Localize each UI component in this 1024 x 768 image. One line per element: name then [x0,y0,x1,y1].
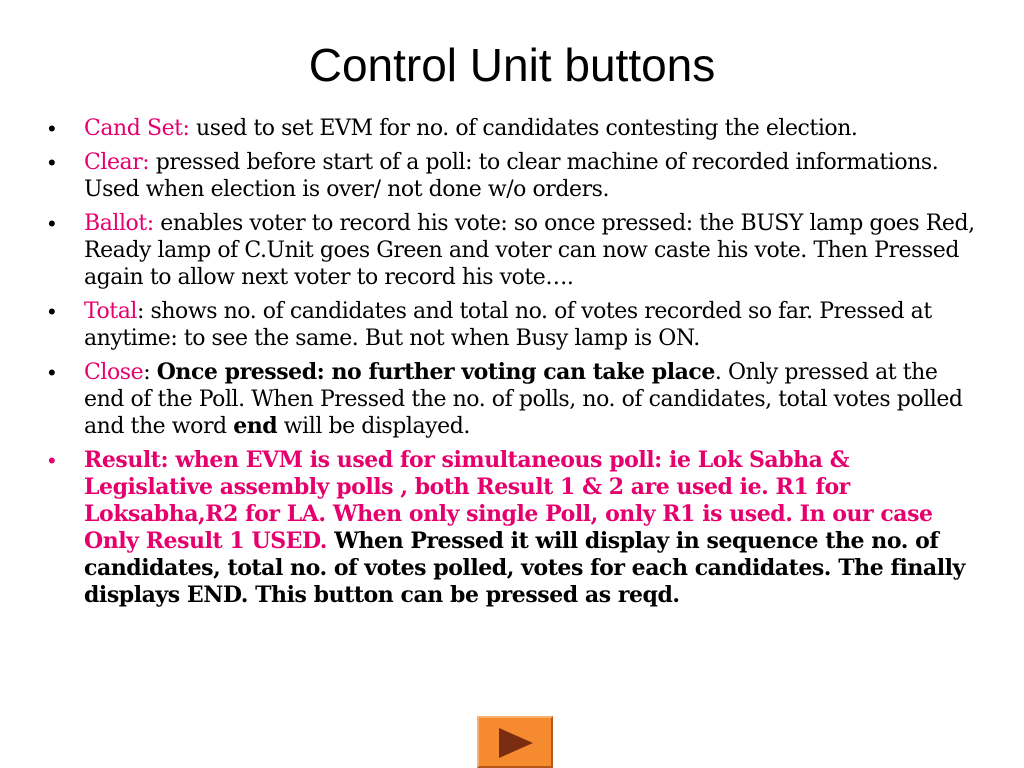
item-text: . Only pressed at the end of the Poll. When Pressed the no. of polls, no. of candidates, total votes polled and the word [84,360,963,439]
item-text: enables voter to record his vote: so once pressed: the BUSY lamp goes Red, Ready lamp of C.Unit goes Green and voter can now caste his vote. Then Pressed again to allow next voter to record his vote…. [84,211,975,290]
item-text: : shows no. of candidates and total no. of votes recorded so far. Pressed at anytime: to see the same. But not when Busy lamp is ON. [84,299,932,351]
term-label: Ballot: [84,211,154,236]
bullet-icon: • [48,150,56,175]
page-title: Control Unit buttons [308,39,716,91]
next-slide-button[interactable] [477,716,553,768]
term-label: Total [84,299,137,324]
item-text: : [143,360,157,385]
item-emphasis: end [233,413,278,439]
item-emphasis: When Pressed it will display in sequence the no. of candidates, total no. of votes polled, votes for each candidates. The finally displays END. This button can be pressed as reqd. [84,528,965,608]
term-label: Close [84,360,144,385]
bullet-icon: • [48,448,56,473]
term-label: Cand Set: [84,116,190,141]
bullet-icon: • [48,116,56,141]
item-emphasis: Once pressed: no further voting can take place [156,359,715,385]
list-item-ballot [48,210,978,291]
item-emphasis: Result: when EVM is used for simultaneous poll: ie Lok Sabha & Legislative assembly polls , both Result 1 & 2 are used ie. R1 for Loksabha,R2 for LA. When only single Poll, only R1 is used. In our case Only Result 1 USED. [84,447,933,554]
list-item-cand-set [48,115,978,142]
bullet-icon: • [48,360,56,385]
bullet-icon: • [48,211,56,236]
item-text: will be displayed. [277,414,470,439]
item-text: pressed before start of a poll: to clear machine of recorded informations. Used when election is over/ not done w/o orders. [84,150,939,202]
list-item-result [48,447,978,609]
list-item-clear [48,149,978,203]
item-text: used to set EVM for no. of candidates contesting the election. [189,116,858,141]
play-arrow-icon [499,728,533,758]
bullet-icon: • [48,299,56,324]
term-label: Clear: [84,150,150,175]
list-item-total [48,298,978,352]
list-item-close [48,359,978,440]
bullet-list [48,115,978,616]
